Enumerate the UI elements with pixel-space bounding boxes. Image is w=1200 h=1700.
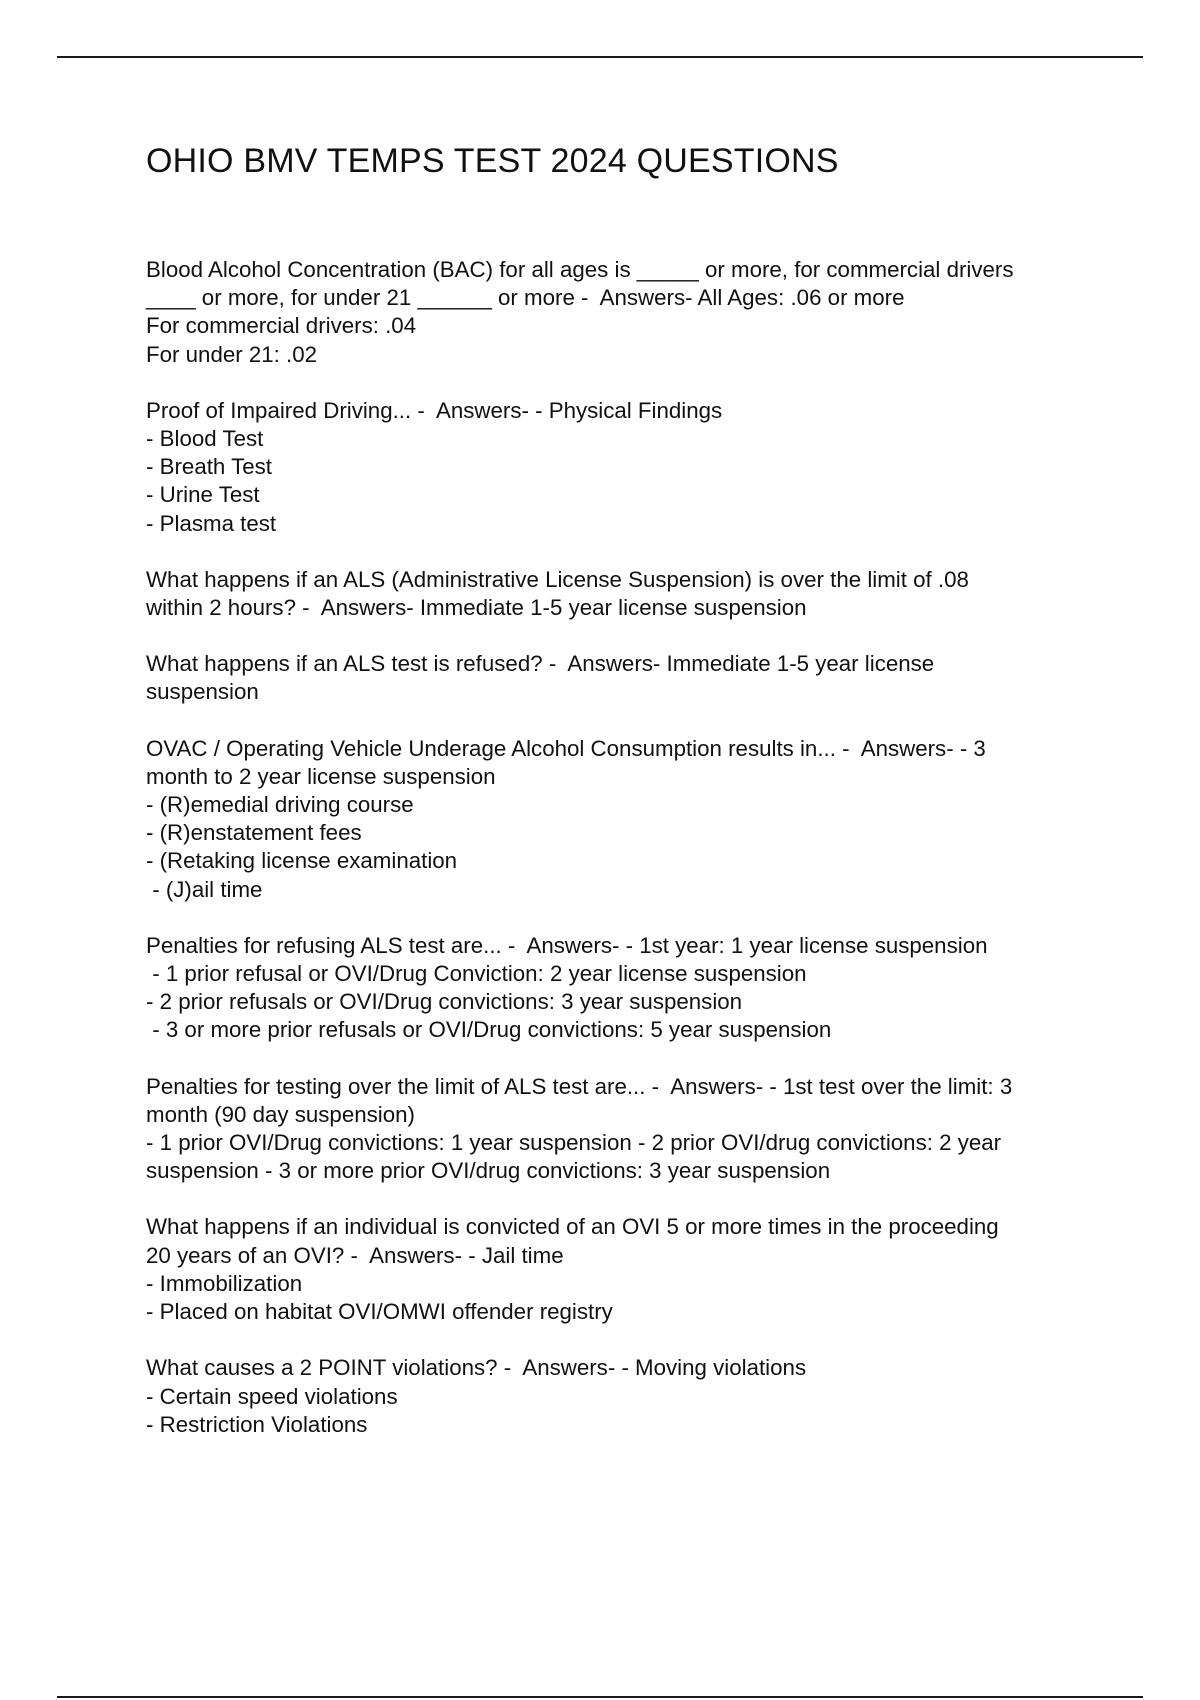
qa-item: What happens if an ALS test is refused? - Answers- Immediate 1-5 year license suspension [146,651,935,705]
qa-list [146,256,1101,1467]
qa-item: Blood Alcohol Concentration (BAC) for all ages is _____ or more, for commercial drivers ____ or more, for under 21 ______ or more - Answers- All Ages: .06 or more For commercial drivers: .04 For under 21: .02 [146,257,1014,367]
header-rule [57,56,1143,58]
qa-item: OVAC / Operating Vehicle Underage Alcohol Consumption results in... - Answers- - 3 month to 2 year license suspension - (R)emedial driving course - (R)enstatement fees - (Retaking license examination - (J)ail time [146,735,986,902]
qa-item: Proof of Impaired Driving... - Answers- - Physical Findings - Blood Test - Breath Test - Urine Test - Plasma test [146,397,723,536]
qa-item: What happens if an ALS (Administrative License Suspension) is over the limit of .08 within 2 hours? - Answers- Immediate 1-5 year license suspension [146,566,969,621]
qa-item: Penalties for testing over the limit of ALS test are... - Answers- - 1st test over the limit: 3 month (90 day suspension) - 1 prior OVI/Drug convictions: 1 year suspension - 2 prior OVI/drug convictions: 2 year suspension - 3 or more prior OVI/drug convictions: 3 year suspension [146,1073,1013,1184]
qa-item: Penalties for refusing ALS test are... - Answers- - 1st year: 1 year license suspension - 1 prior refusal or OVI/Drug Conviction: 2 year license suspension - 2 prior refusals or OVI/Drug convictions: 3 year suspension - 3 or more prior refusals or OVI/Drug convictions: 5 year suspension [146,932,988,1043]
page-title: OHIO BMV TEMPS TEST 2024 QUESTIONS [146,142,839,180]
footer-rule [57,1696,1143,1698]
qa-item: What happens if an individual is convicted of an OVI 5 or more times in the proceeding 20 years of an OVI? - Answers- - Jail time - Immobilization - Placed on habitat OVI/OMWI offender registry [146,1214,999,1325]
qa-item: What causes a 2 POINT violations? - Answers- - Moving violations - Certain speed violations - Restriction Violations [146,1355,807,1437]
